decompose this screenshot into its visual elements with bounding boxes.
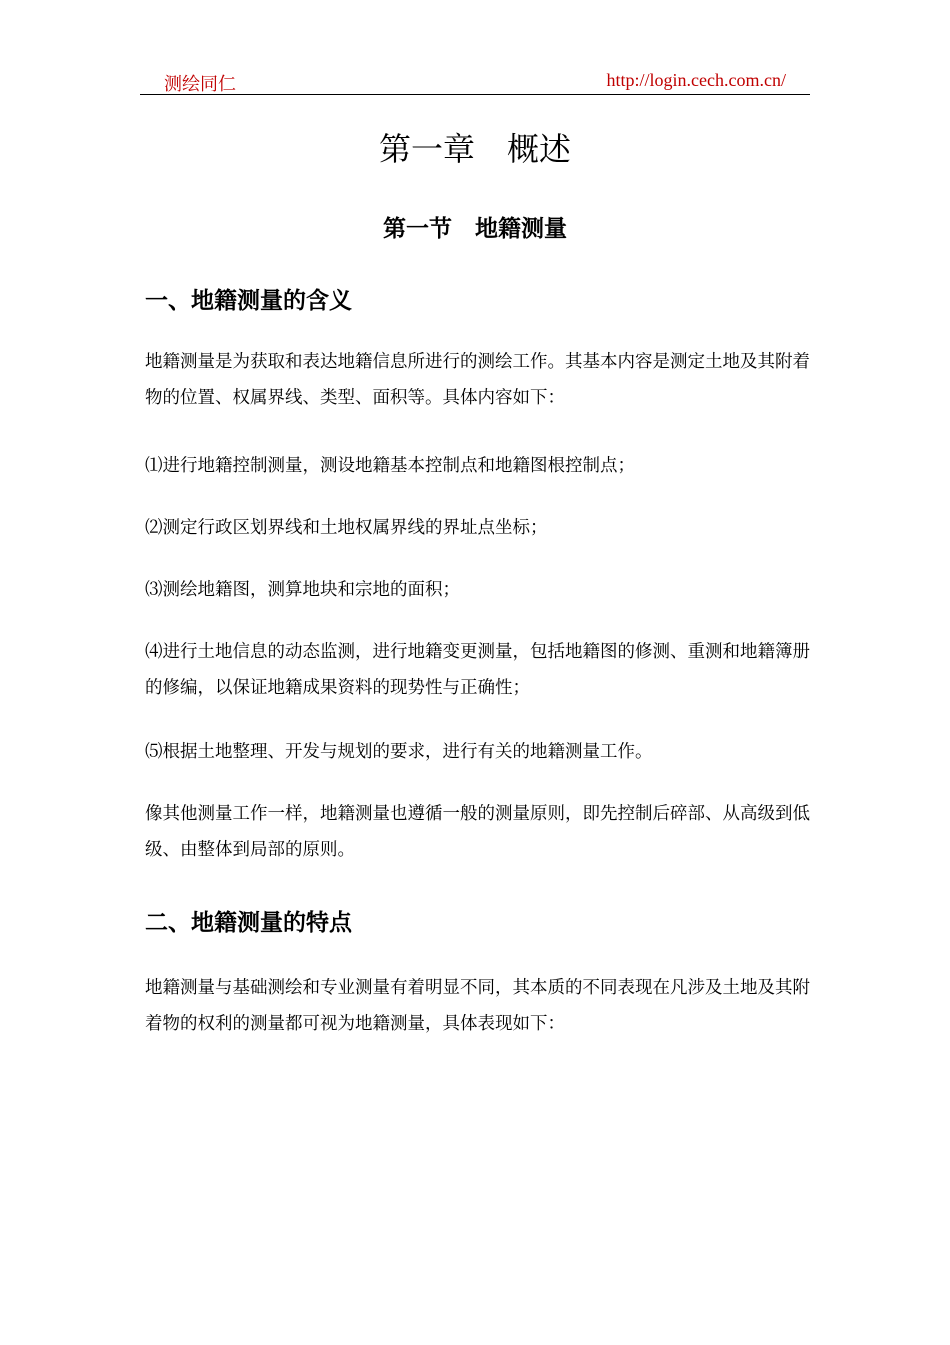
- list-item-1: ⑴进行地籍控制测量，测设地籍基本控制点和地籍图根控制点；: [145, 456, 635, 476]
- paragraph-features: 地籍测量与基础测绘和专业测量有着明显不同，其本质的不同表现在凡涉及土地及其附着物的权利的测量都可视为地籍测量，具体表现如下：: [145, 978, 810, 1034]
- header-url[interactable]: http://login.cech.com.cn/: [606, 70, 786, 90]
- header-site-name: 测绘同仁: [164, 74, 236, 95]
- list-item-5: ⑸根据土地整理、开发与规划的要求，进行有关的地籍测量工作。: [145, 742, 653, 762]
- heading-features: 二、地籍测量的特点: [145, 909, 352, 936]
- paragraph-intro: 地籍测量是为获取和表达地籍信息所进行的测绘工作。其基本内容是测定土地及其附着物的位置、权属界线、类型、面积等。具体内容如下：: [145, 352, 810, 408]
- section-title: 第一节 地籍测量: [383, 215, 567, 242]
- heading-definition: 一、地籍测量的含义: [145, 287, 352, 314]
- list-item-3: ⑶测绘地籍图，测算地块和宗地的面积；: [145, 580, 460, 600]
- paragraph-principle: 像其他测量工作一样，地籍测量也遵循一般的测量原则，即先控制后碎部、从高级到低级、由整体到局部的原则。: [145, 804, 810, 860]
- list-item-2: ⑵测定行政区划界线和土地权属界线的界址点坐标；: [145, 518, 548, 538]
- chapter-title: 第一章 概述: [378, 130, 571, 168]
- page-header: [140, 66, 810, 95]
- list-item-4: ⑷进行土地信息的动态监测，进行地籍变更测量，包括地籍图的修测、重测和地籍簿册的修编，以保证地籍成果资料的现势性与正确性；: [145, 642, 810, 698]
